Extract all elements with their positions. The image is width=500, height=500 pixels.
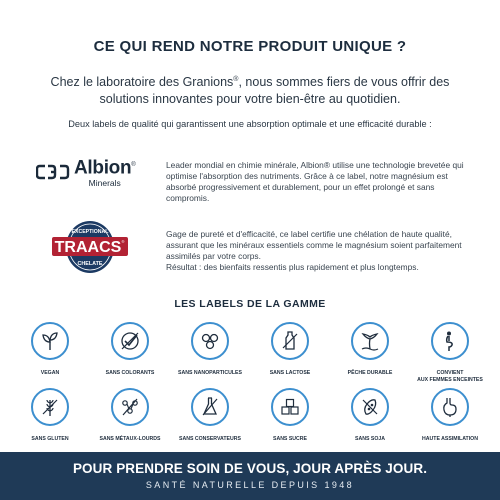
label-no-preservatives [176, 388, 244, 443]
label-no-heavy-metals [96, 388, 164, 443]
label-high-assimilation [416, 388, 484, 443]
label-no-lactose [256, 322, 324, 383]
traacs-logo [36, 220, 148, 279]
intro-part-1: Chez le laboratoire des Granions [50, 75, 234, 90]
label-text: SANS NANOPARTICULES [178, 370, 242, 376]
label-text: SANS CONSERVATEURS [179, 436, 241, 442]
high-assimilation-stomach-icon [438, 395, 462, 419]
no-heavy-metals-icon [118, 395, 142, 419]
nanoparticles-icon [198, 329, 222, 353]
label-text: VEGAN [40, 370, 60, 376]
label-text: SANS LACTOSE [269, 370, 311, 376]
label-vegan [16, 322, 84, 383]
traacs-top-text: EXCEPTIONAL [71, 229, 109, 235]
intro-text [30, 71, 470, 108]
traacs-brand-text: TRAACS [54, 239, 122, 256]
range-labels-title: LES LABELS DE LA GAMME [174, 298, 326, 310]
albion-brand-name: Albion [74, 157, 132, 179]
label-text: CONVIENT AUX FEMMES ENCEINTES [417, 370, 483, 383]
label-text: SANS SOJA [355, 436, 385, 442]
intro-part-2: , nous sommes fiers de vous offrir des solutions innovantes pour votre bien-être au quotidien. [99, 75, 450, 107]
traacs-reg-mark: ® [121, 239, 125, 244]
label-no-soy [336, 388, 404, 443]
traacs-bottom-text: CHELATE [77, 261, 103, 267]
label-text: SANS MÉTAUX-LOURDS [99, 436, 161, 442]
traacs-badge-icon [50, 220, 130, 274]
albion-chain-icon [36, 163, 70, 181]
no-colorants-check-icon [118, 329, 142, 353]
no-soy-icon [358, 395, 382, 419]
label-no-sugar [256, 388, 324, 443]
footer-tagline: POUR PRENDRE SOIN DE VOUS, JOUR APRÈS JOUR. [72, 461, 428, 476]
label-no-nanoparticles [176, 322, 244, 383]
no-sugar-cubes-icon [278, 395, 302, 419]
traacs-description: Gage de pureté et d'efficacité, ce label certifie une chélation de haute qualité, assurant que les minéraux essentiels comme le magnésium soient parfaitement assimilés par votre corps. Résultat : des bienfaits ressentis plus rapidement et plus longtemps. [166, 229, 462, 272]
vegan-leaf-icon [38, 329, 62, 353]
albion-subtitle: Minerals [88, 178, 121, 189]
registered-mark: ® [233, 76, 239, 83]
pregnant-woman-icon [438, 329, 462, 353]
label-text: PÊCHE DURABLE [347, 370, 393, 376]
no-gluten-wheat-icon [38, 395, 62, 419]
footer-banner [0, 452, 500, 500]
fish-tail-icon [358, 329, 382, 353]
label-pregnant-women [416, 322, 484, 383]
albion-description: Leader mondial en chimie minérale, Albion® utilise une technologie brevetée qui optimise l'absorption des nutriments. Grâce à ce label, notre magnésium est absorbé progressivement et durablement, pour un effet prolongé et sans compromis. [166, 160, 464, 203]
no-preservatives-flask-icon [198, 395, 222, 419]
label-text: SANS GLUTEN [31, 436, 69, 442]
albion-reg-mark: ® [131, 162, 136, 168]
page-title: CE QUI REND NOTRE PRODUIT UNIQUE ? [93, 38, 407, 55]
labels-row-1 [10, 322, 490, 383]
labels-intro-text: Deux labels de qualité qui garantissent une absorption optimale et une efficacité durable : [68, 119, 432, 129]
label-text: SANS COLORANTS [105, 370, 155, 376]
albion-logo [36, 156, 148, 188]
label-no-gluten [16, 388, 84, 443]
footer-since: SANTÉ NATURELLE DEPUIS 1948 [145, 480, 355, 490]
label-no-colorants [96, 322, 164, 383]
labels-row-2 [10, 388, 490, 443]
label-sustainable-fishing [336, 322, 404, 383]
no-lactose-bottle-icon [278, 329, 302, 353]
label-text: SANS SUCRE [272, 436, 307, 442]
label-text: HAUTE ASSIMILATION [422, 436, 478, 442]
